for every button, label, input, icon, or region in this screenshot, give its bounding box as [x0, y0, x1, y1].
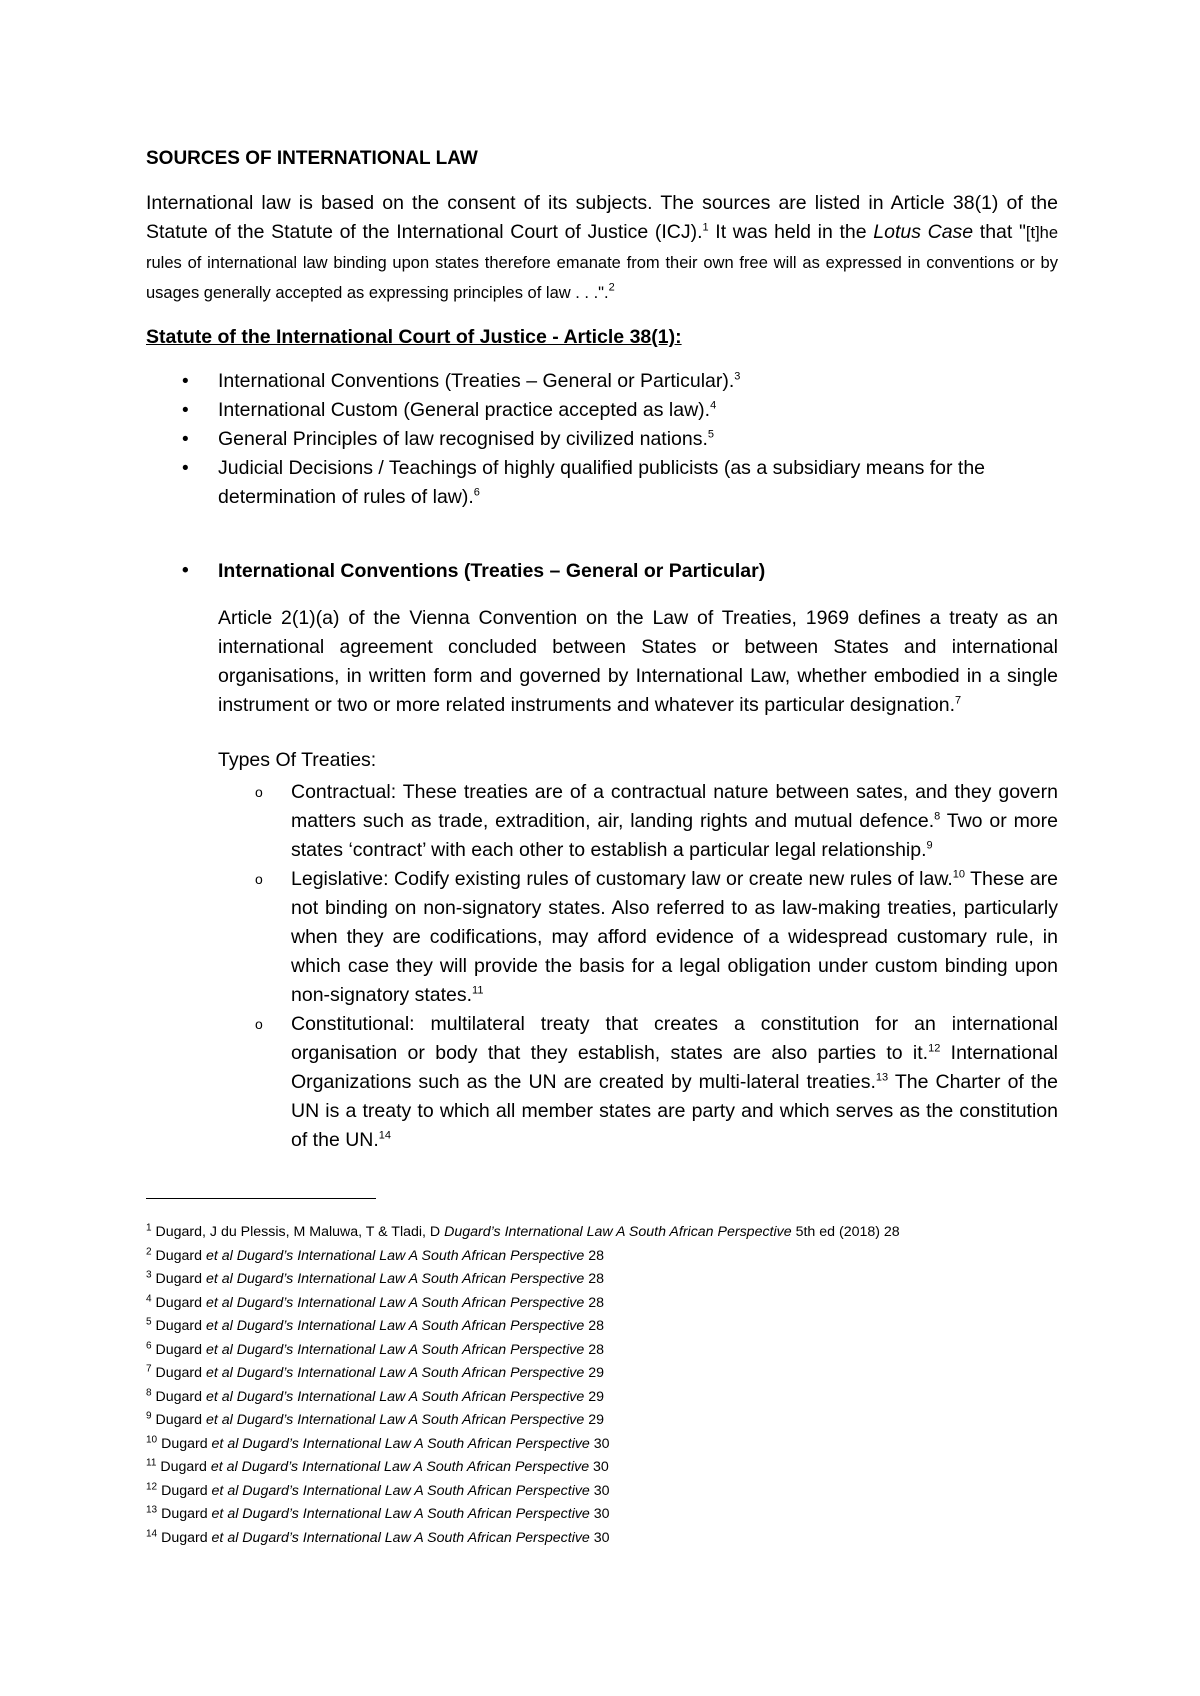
footnote — [146, 1362, 900, 1386]
definition-text: Article 2(1)(a) of the Vienna Convention on the Law of Treaties, 1969 defines a treaty as an international agreement concluded between States or between States and international organisations, in written form and governed by International Law, whether embodied in a single instrument or two or more related instruments and whatever its particular designation. — [218, 607, 1058, 716]
footnote — [146, 1245, 900, 1269]
footnote-ref: 10 — [952, 868, 966, 881]
footnote-number: 3 — [146, 1269, 152, 1281]
list-item — [146, 454, 1058, 512]
page-title: SOURCES OF INTERNATIONAL LAW — [146, 148, 478, 169]
footnote — [146, 1339, 900, 1363]
footnote-page: 28 — [584, 1271, 604, 1287]
types-label: Types Of Treaties: — [218, 749, 377, 771]
footnote-page: 30 — [589, 1435, 610, 1452]
footnote-ref: 13 — [875, 1071, 889, 1084]
list-item — [218, 1010, 1058, 1155]
conventions-heading-text: International Conventions (Treaties – General or Particular) — [218, 560, 766, 582]
footnote-author: Dugard — [157, 1482, 212, 1499]
footnote — [146, 1503, 900, 1527]
treaty-definition — [218, 604, 1058, 720]
footnote-author: Dugard — [151, 1388, 206, 1405]
footnote-title: et al Dugard’s International Law A South African Perspective — [205, 1365, 585, 1381]
footnote-page: 29 — [584, 1388, 604, 1405]
footnote-author: Dugard — [151, 1341, 206, 1358]
type-text: Legislative: Codify existing rules of customary law or create new rules of law. — [291, 868, 953, 890]
footnote — [146, 1268, 900, 1292]
footnote-number: 14 — [146, 1527, 158, 1539]
circle-bullet-icon: o — [255, 784, 263, 800]
bullet-icon: • — [182, 400, 189, 421]
footnote-number: 8 — [146, 1386, 152, 1398]
statute-heading: Statute of the International Court of Justice - Article 38(1): — [146, 326, 682, 348]
footnote-title: Dugard’s International Law A South African Perspective — [444, 1224, 792, 1240]
footnote-ref: 6 — [473, 486, 480, 499]
intro-text-1: International law is based on the consent of its subjects. The sources are listed in Article 38(1) of the Statute of the Statute of the International Court of Justice (ICJ). — [146, 192, 1058, 243]
type-text: The Charter of the UN is a treaty to which all member states are party and which serves as the constitution of the UN. — [291, 1071, 1059, 1151]
footnote-ref: 8 — [934, 810, 941, 823]
footnote-author: Dugard — [151, 1271, 206, 1287]
footnote-title: et al Dugard’s International Law A South African Perspective — [211, 1506, 590, 1522]
footnote-number: 12 — [146, 1480, 158, 1492]
footnote-page: 28 — [584, 1294, 604, 1311]
footnote-page: 5th ed (2018) 28 — [791, 1224, 900, 1240]
footnote-ref: 2 — [608, 281, 615, 294]
footnote-number: 6 — [146, 1339, 152, 1351]
footnote-number: 2 — [146, 1245, 152, 1257]
footnote-number: 4 — [146, 1292, 152, 1304]
list-item — [218, 778, 1058, 865]
list-item-text: Judicial Decisions / Teachings of highly qualified publicists (as a subsidiary means for the determination of rules of law). — [218, 457, 986, 508]
footnote — [146, 1409, 900, 1433]
footnote-title: et al Dugard’s International Law A South African Perspective — [211, 1482, 590, 1499]
footnote-page: 30 — [589, 1482, 610, 1499]
footnote-title: et al Dugard’s International Law A South African Perspective — [205, 1271, 585, 1287]
footnote-author: Dugard — [157, 1529, 212, 1546]
circle-bullet-icon: o — [255, 871, 263, 887]
footnote — [146, 1315, 900, 1339]
footnote-number: 13 — [146, 1504, 158, 1516]
footnote-title: et al Dugard’s International Law A South African Perspective — [205, 1247, 585, 1264]
footnote-number: 1 — [146, 1222, 152, 1234]
bullet-icon: • — [182, 371, 189, 392]
case-name: Lotus Case — [873, 221, 974, 243]
footnote-page: 28 — [584, 1341, 604, 1358]
footnote-author: Dugard — [156, 1459, 211, 1475]
bullet-icon: • — [182, 429, 189, 450]
footnote-ref: 9 — [926, 839, 933, 852]
list-item-text: General Principles of law recognised by civilized nations. — [218, 428, 708, 450]
type-text: Two or more states ‘contract’ with each other to establish a particular legal relationship. — [291, 810, 1058, 861]
footnote-separator — [146, 1198, 376, 1199]
footnote-title: et al Dugard’s International Law A South African Perspective — [205, 1388, 585, 1405]
footnote — [146, 1433, 900, 1457]
type-text: These are not binding on non-signatory states. Also referred to as law-making treaties, particularly when they are codifications, may afford evidence of a widespread customary rule, in which case they will provide the basis for a legal obligation under custom binding upon non-signatory states. — [291, 868, 1059, 1006]
footnote-page: 30 — [589, 1459, 609, 1475]
list-item-text: International Conventions (Treaties – General or Particular). — [218, 370, 735, 392]
footnote — [146, 1292, 900, 1316]
footnote-page: 30 — [589, 1529, 610, 1546]
footnote-number: 5 — [146, 1316, 152, 1328]
footnote-page: 28 — [584, 1318, 604, 1334]
list-item — [146, 367, 1058, 396]
footnote-number: 7 — [146, 1363, 152, 1375]
conventions-heading — [146, 560, 1058, 583]
intro-text-2: It was held in the — [708, 221, 874, 243]
footnote-author: Dugard — [151, 1294, 206, 1311]
footnote-ref: 3 — [734, 370, 741, 383]
type-text: International Organizations such as the UN are created by multi-lateral treaties. — [291, 1042, 1058, 1093]
footnote-author: Dugard — [151, 1247, 206, 1264]
footnote-title: et al Dugard’s International Law A South African Perspective — [210, 1459, 590, 1475]
footnotes — [146, 1221, 900, 1550]
footnote-ref: 7 — [955, 694, 962, 707]
footnote — [146, 1386, 900, 1410]
footnote — [146, 1456, 900, 1480]
footnote-page: 29 — [584, 1412, 604, 1428]
footnote-ref: 14 — [378, 1129, 392, 1142]
footnote-author: Dugard — [151, 1412, 206, 1428]
footnote-author: Dugard — [151, 1318, 206, 1334]
footnote-author: Dugard, J du Plessis, M Maluwa, T & Tladi, D — [151, 1224, 445, 1240]
footnote — [146, 1221, 900, 1245]
intro-quote: [t]he rules of international law binding upon states therefore emanate from their own free will as expressed in conventions or by usages generally accepted as expressing principles of law . . .". — [146, 224, 1059, 302]
footnote-page: 30 — [589, 1506, 610, 1522]
footnote-ref: 11 — [472, 984, 484, 997]
footnote — [146, 1480, 900, 1504]
treaty-types-list — [218, 778, 1058, 1155]
sources-list — [146, 367, 1058, 512]
footnote-title: et al Dugard’s International Law A South African Perspective — [205, 1294, 585, 1311]
list-item-text: International Custom (General practice accepted as law). — [218, 399, 711, 421]
footnote-page: 28 — [584, 1247, 604, 1264]
footnote-author: Dugard — [157, 1506, 212, 1522]
footnote-title: et al Dugard’s International Law A South African Perspective — [211, 1529, 590, 1546]
footnote-title: et al Dugard’s International Law A South African Perspective — [205, 1318, 585, 1334]
footnote-author: Dugard — [157, 1435, 212, 1452]
footnote-number: 11 — [146, 1457, 157, 1469]
footnote-ref: 12 — [928, 1042, 941, 1055]
intro-paragraph — [146, 189, 1058, 308]
circle-bullet-icon: o — [255, 1016, 263, 1032]
list-item — [218, 865, 1058, 1010]
footnote-author: Dugard — [151, 1365, 206, 1381]
footnote-number: 10 — [146, 1433, 158, 1445]
footnote — [146, 1527, 900, 1551]
type-text: Contractual: These treaties are of a contractual nature between sates, and they govern matters such as trade, extradition, air, landing rights and mutual defence. — [291, 781, 1058, 832]
footnote-ref: 1 — [702, 221, 709, 234]
intro-text-3: that " — [973, 221, 1026, 243]
footnote-page: 29 — [584, 1365, 604, 1381]
bullet-icon: • — [182, 458, 189, 479]
footnote-title: et al Dugard’s International Law A South African Perspective — [205, 1341, 585, 1358]
footnote-title: et al Dugard’s International Law A South African Perspective — [211, 1435, 590, 1452]
list-item — [146, 396, 1058, 425]
list-item — [146, 425, 1058, 454]
footnote-number: 9 — [146, 1410, 152, 1422]
type-text: Constitutional: multilateral treaty that creates a constitution for an international organisation or body that they establish, states are also parties to it. — [291, 1013, 1058, 1064]
bullet-icon: • — [182, 560, 189, 581]
footnote-ref: 5 — [707, 428, 715, 441]
footnote-title: et al Dugard’s International Law A South African Perspective — [205, 1412, 585, 1428]
footnote-ref: 4 — [710, 399, 717, 412]
